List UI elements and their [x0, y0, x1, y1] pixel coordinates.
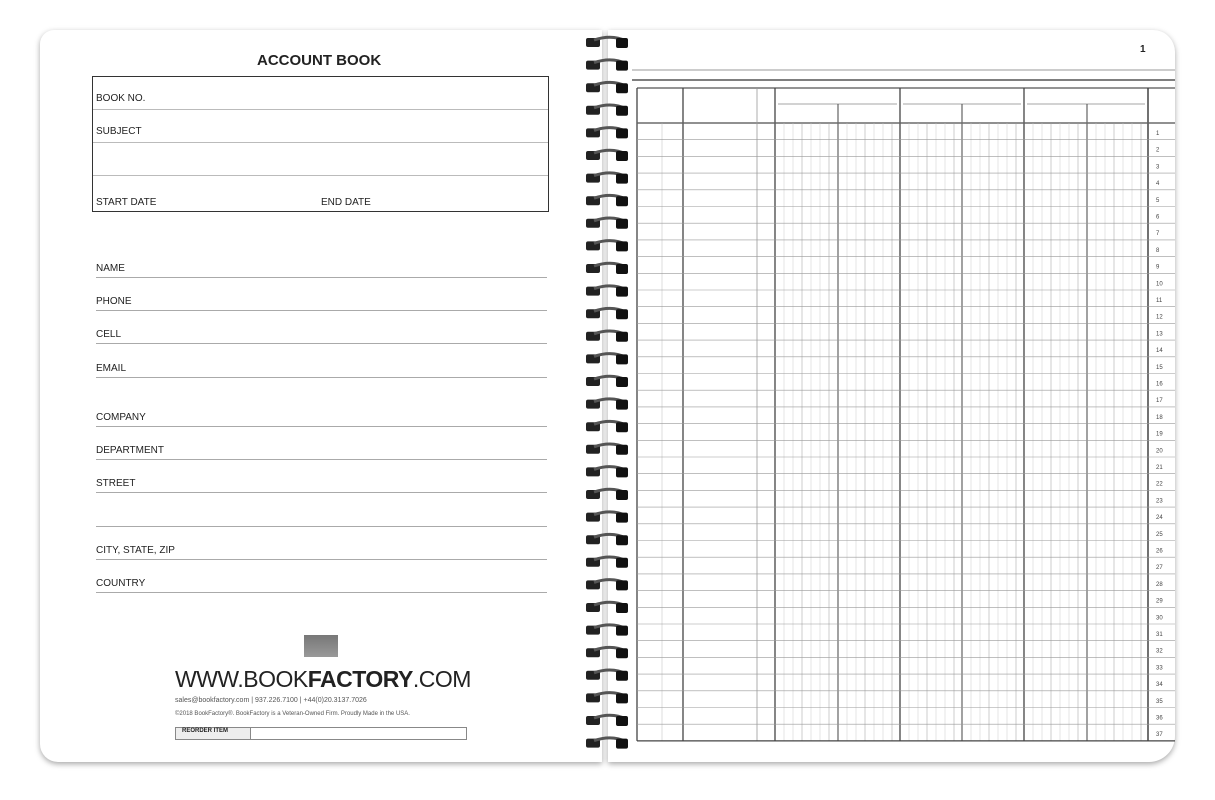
- row-number: 13: [1156, 331, 1163, 338]
- row-number: 18: [1156, 414, 1163, 421]
- field-country[interactable]: COUNTRY: [96, 578, 547, 593]
- row-number: 2: [1156, 147, 1160, 154]
- row-number: 12: [1156, 314, 1163, 321]
- field-city-state-zip[interactable]: CITY, STATE, ZIP: [96, 545, 547, 560]
- legal-text: ©2018 BookFactory®. BookFactory is a Veteran-Owned Firm. Proudly Made in the USA.: [175, 711, 410, 717]
- site-prefix: WWW.BOOK: [175, 666, 308, 692]
- row-number: 19: [1156, 431, 1163, 438]
- end-date-field[interactable]: END DATE: [321, 197, 371, 208]
- row-number: 1: [1156, 131, 1160, 137]
- subject-field[interactable]: SUBJECT: [93, 126, 548, 143]
- field-company[interactable]: COMPANY: [96, 412, 547, 427]
- row-number: 6: [1156, 214, 1160, 221]
- site-bold: FACTORY: [307, 666, 413, 692]
- row-number: 26: [1156, 548, 1163, 555]
- site-suffix: .COM: [412, 666, 471, 692]
- row-number: 23: [1156, 498, 1163, 505]
- field-email[interactable]: EMAIL: [96, 363, 547, 378]
- row-number: 33: [1156, 665, 1163, 672]
- row-number: 36: [1156, 715, 1163, 722]
- row-number: 16: [1156, 381, 1163, 388]
- row-number: 22: [1156, 481, 1163, 488]
- row-number: 17: [1156, 398, 1163, 405]
- contact-info: sales@bookfactory.com | 937.226.7100 | +44(0)20.3137.7026: [175, 697, 367, 704]
- start-date-field[interactable]: START DATE: [96, 197, 157, 208]
- row-number: 28: [1156, 581, 1163, 588]
- row-number: 21: [1156, 465, 1163, 471]
- row-number: 25: [1156, 531, 1163, 538]
- field-cell[interactable]: CELL: [96, 329, 547, 344]
- row-number: 27: [1156, 565, 1163, 572]
- row-number: 35: [1156, 698, 1163, 705]
- row-number: 14: [1156, 348, 1163, 355]
- row-number: 29: [1156, 598, 1163, 605]
- field-street[interactable]: STREET: [96, 478, 547, 493]
- field-phone[interactable]: PHONE: [96, 296, 547, 311]
- row-number: 31: [1156, 632, 1163, 638]
- row-number: 8: [1156, 247, 1160, 254]
- book-no-field[interactable]: BOOK NO.: [93, 93, 548, 110]
- page-number: 1: [1140, 44, 1146, 55]
- row-number: 4: [1156, 181, 1160, 188]
- row-number: 24: [1156, 515, 1163, 522]
- row-number: 32: [1156, 648, 1163, 655]
- row-number: 20: [1156, 448, 1163, 455]
- row-number: 5: [1156, 197, 1160, 204]
- row-number: 34: [1156, 682, 1163, 689]
- row-number: 9: [1156, 264, 1160, 271]
- field-department[interactable]: DEPARTMENT: [96, 445, 547, 460]
- row-number: 15: [1156, 364, 1163, 371]
- reorder-label: REORDER ITEM: [176, 728, 251, 739]
- row-number: 37: [1156, 732, 1163, 739]
- row-number: 11: [1156, 298, 1163, 304]
- row-number: 7: [1156, 231, 1160, 238]
- field-name[interactable]: NAME: [96, 263, 547, 278]
- row-number: 30: [1156, 615, 1163, 622]
- row-number: 3: [1156, 164, 1160, 171]
- page-title: ACCOUNT BOOK: [257, 52, 382, 69]
- row-number: 10: [1156, 281, 1163, 288]
